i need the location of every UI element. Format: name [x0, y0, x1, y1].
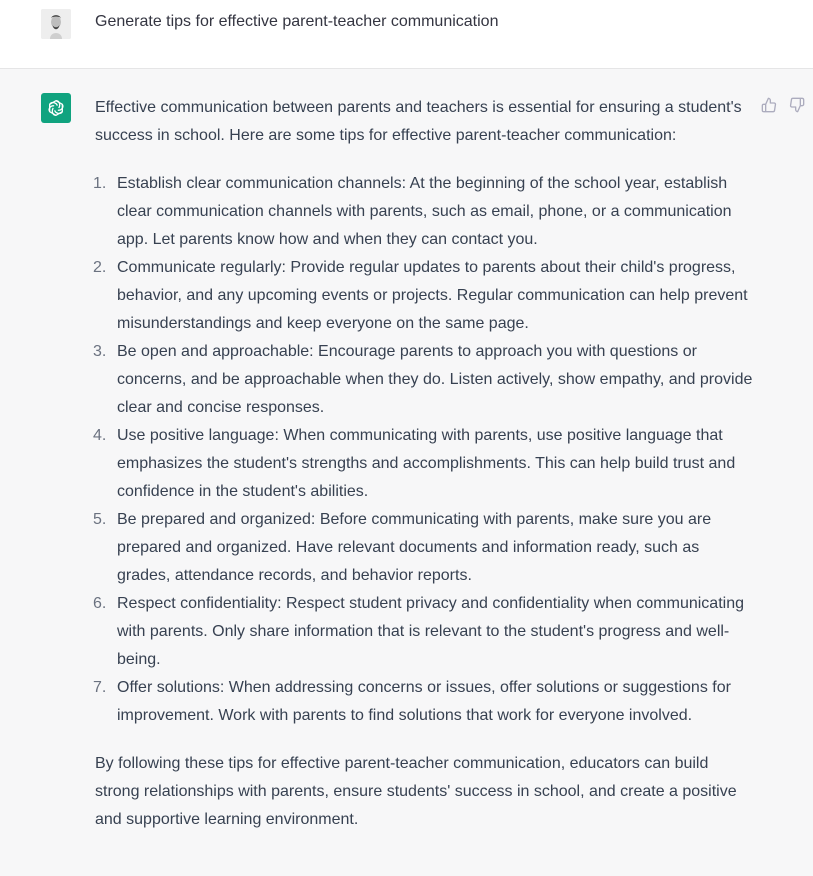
tip-item — [95, 422, 755, 506]
thumbs-down-icon[interactable] — [789, 97, 805, 113]
tip-number: 6. — [93, 595, 107, 612]
tip-number: 4. — [93, 427, 107, 444]
tip-text: Communicate regularly: Provide regular updates to parents about their child's progress, behavior, and any upcoming events or projects. Regular communication can help prevent misunderstandings and keep everyone on the same page. — [117, 259, 748, 332]
tip-item — [95, 590, 755, 674]
response-intro: Effective communication between parents and teachers is essential for ensuring a student's success in school. Here are some tips for effective parent-teacher communication: — [95, 99, 742, 144]
tip-number: 7. — [93, 679, 107, 696]
user-message-text: Generate tips for effective parent-teacher communication — [95, 13, 499, 30]
tip-number: 1. — [93, 175, 107, 192]
tip-item — [95, 254, 755, 338]
tip-text: Establish clear communication channels: At the beginning of the school year, establish clear communication channels with parents, such as email, phone, or a communication app. Let parents know how and when they can contact you. — [117, 175, 732, 248]
assistant-response — [95, 94, 755, 834]
tip-text: Offer solutions: When addressing concerns or issues, offer solutions or suggestions for improvement. Work with parents to find solutions that work for everyone involved. — [117, 679, 731, 724]
feedback-buttons — [761, 97, 805, 113]
tip-text: Use positive language: When communicating with parents, use positive language that emphasizes the student's strengths and accomplishments. This can help build trust and confidence in the student's abilities. — [117, 427, 736, 500]
tips-list — [95, 170, 755, 730]
tip-text: Respect confidentiality: Respect student privacy and confidentiality when communicating with parents. Only share information that is relevant to the student's progress and well-being. — [117, 595, 744, 668]
tip-text: Be open and approachable: Encourage parents to approach you with questions or concerns, and be approachable when they do. Listen actively, show empathy, and provide clear and concise responses. — [117, 343, 753, 416]
tip-item — [95, 170, 755, 254]
user-avatar — [41, 9, 71, 39]
tip-number: 5. — [93, 511, 107, 528]
tip-item — [95, 506, 755, 590]
tip-item — [95, 338, 755, 422]
openai-logo-icon — [41, 93, 71, 123]
user-message-row — [0, 0, 813, 69]
tip-text: Be prepared and organized: Before communicating with parents, make sure you are prepared and organized. Have relevant documents and information ready, such as grades, attendance records, and behavior reports. — [117, 511, 712, 584]
tip-number: 3. — [93, 343, 107, 360]
tip-item — [95, 674, 755, 730]
tip-number: 2. — [93, 259, 107, 276]
assistant-message-row — [0, 69, 813, 876]
response-conclusion: By following these tips for effective parent-teacher communication, educators can build strong relationships with parents, ensure students' success in school, and create a positive and supportive learning environment. — [95, 755, 737, 828]
thumbs-up-icon[interactable] — [761, 97, 777, 113]
user-avatar-icon — [41, 9, 71, 39]
